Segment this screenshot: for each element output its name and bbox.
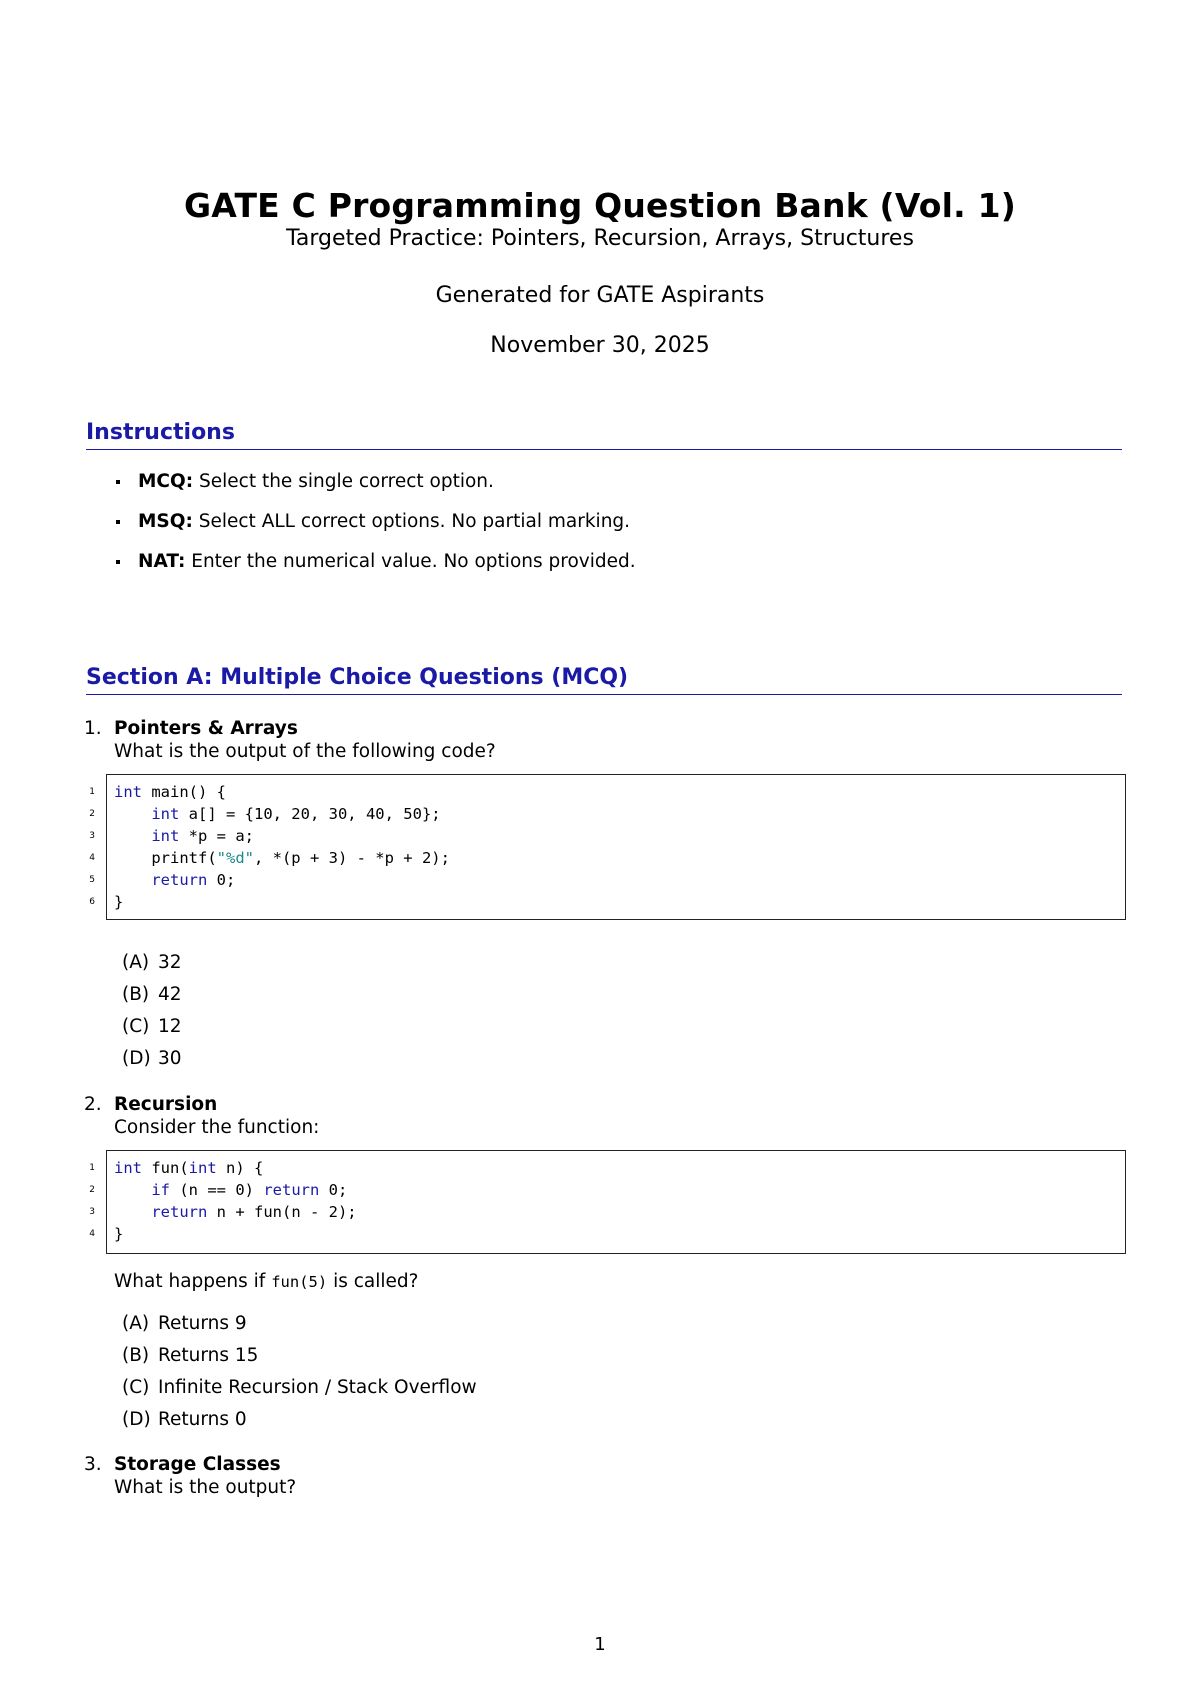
line-number: 1 (89, 1163, 95, 1173)
code-line: 3 return n + fun(n - 2); (107, 1201, 1125, 1223)
option-b[interactable]: (B) 42 (122, 984, 182, 1005)
question-followup: What happens if fun(5) is called? (114, 1271, 419, 1292)
option-b[interactable]: (B) Returns 15 (122, 1345, 259, 1366)
options-q1 (122, 951, 182, 1079)
code-line: 4 } (107, 1223, 1125, 1245)
line-number: 1 (89, 787, 95, 797)
line-number: 4 (89, 1229, 95, 1239)
option-a[interactable]: (A) Returns 9 (122, 1313, 247, 1334)
options-q2 (122, 1312, 477, 1440)
line-number: 2 (89, 1185, 95, 1195)
question-prompt: Consider the function: (114, 1117, 320, 1138)
code-line: 6 } (107, 891, 1125, 913)
instruction-text: Select ALL correct options. No partial marking. (192, 511, 631, 532)
document-subtitle: Targeted Practice: Pointers, Recursion, Arrays, Structures (286, 226, 914, 251)
code-line: 2 if (n == 0) return 0; (107, 1179, 1125, 1201)
line-number: 5 (89, 875, 95, 885)
question-prompt: What is the output? (114, 1477, 297, 1498)
bullet-icon (116, 520, 120, 524)
inline-code: fun(5) (271, 1273, 328, 1291)
line-number: 2 (89, 809, 95, 819)
bullet-icon (116, 560, 120, 564)
code-block-q1 (89, 774, 1126, 920)
code-line: 3 int *p = a; (107, 825, 1125, 847)
question-number: 2. (84, 1094, 102, 1115)
instruction-text: Enter the numerical value. No options provided. (185, 551, 636, 572)
instruction-label: MSQ: (138, 511, 193, 532)
option-d[interactable]: (D) Returns 0 (122, 1409, 247, 1430)
option-d[interactable]: (D) 30 (122, 1048, 182, 1069)
section-a-heading: Section A: Multiple Choice Questions (MCQ) (86, 665, 1122, 695)
page-number: 1 (594, 1634, 606, 1655)
option-a[interactable]: (A) 32 (122, 952, 182, 973)
line-number: 3 (89, 1207, 95, 1217)
bullet-icon (116, 480, 120, 484)
code-line: 1 int main() { (107, 781, 1125, 803)
document-title: GATE C Programming Question Bank (Vol. 1) (183, 186, 1017, 225)
instruction-label: NAT: (138, 551, 186, 572)
instruction-label: MCQ: (138, 471, 194, 492)
option-c[interactable]: (C) 12 (122, 1016, 182, 1037)
line-number: 4 (89, 853, 95, 863)
code-line: 2 int a[] = {10, 20, 30, 40, 50}; (107, 803, 1125, 825)
list-item (120, 550, 636, 590)
code-block-q2 (89, 1150, 1126, 1254)
question-title: Pointers & Arrays (114, 718, 298, 739)
option-c[interactable]: (C) Infinite Recursion / Stack Overflow (122, 1377, 477, 1398)
document-date: November 30, 2025 (490, 333, 710, 358)
list-item (120, 470, 636, 510)
instructions-list (120, 470, 636, 590)
document-author: Generated for GATE Aspirants (435, 283, 765, 308)
question-prompt: What is the output of the following code? (114, 741, 496, 762)
instructions-heading: Instructions (86, 420, 1122, 450)
line-number: 6 (89, 897, 95, 907)
line-number: 3 (89, 831, 95, 841)
question-number: 1. (84, 718, 102, 739)
list-item (120, 510, 636, 550)
code-line: 4 printf("%d", *(p + 3) - *p + 2); (107, 847, 1125, 869)
instruction-text: Select the single correct option. (193, 471, 494, 492)
code-line: 1 int fun(int n) { (107, 1157, 1125, 1179)
code-line: 5 return 0; (107, 869, 1125, 891)
question-title: Recursion (114, 1094, 218, 1115)
question-title: Storage Classes (114, 1454, 281, 1475)
question-number: 3. (84, 1454, 102, 1475)
